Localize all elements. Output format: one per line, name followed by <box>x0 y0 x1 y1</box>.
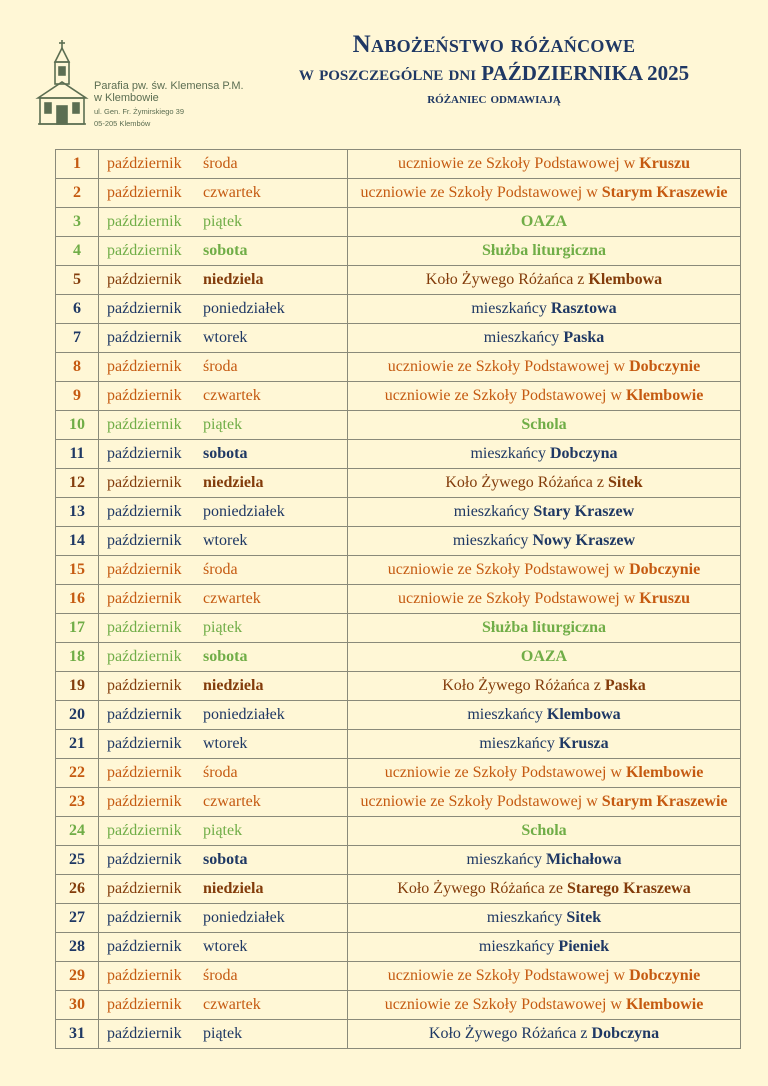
parish-name-line2: w Klembowie <box>94 92 159 104</box>
assignment-cell <box>348 1020 741 1049</box>
month-label: październik <box>107 909 182 926</box>
table-row <box>56 498 741 527</box>
assignment-prefix: mieszkańcy <box>483 329 564 346</box>
weekday-label: poniedziałek <box>203 300 285 317</box>
assignment-cell <box>348 469 741 498</box>
weekday-label: czwartek <box>203 387 261 404</box>
assignment-prefix: mieszkańcy <box>467 706 547 723</box>
row-number: 15 <box>56 556 99 585</box>
row-number: 27 <box>56 904 99 933</box>
table-row <box>56 991 741 1020</box>
assignment-prefix: Koło Żywego Różańca ze <box>397 880 568 897</box>
church-icon <box>34 38 90 128</box>
table-row <box>56 817 741 846</box>
table-row <box>56 759 741 788</box>
month-label: październik <box>107 590 182 607</box>
month-label: październik <box>107 532 182 549</box>
page-subtitle-2: różaniec odmawiają <box>427 90 561 107</box>
row-number: 10 <box>56 411 99 440</box>
assignment-group: Pieniek <box>558 938 610 955</box>
table-row <box>56 237 741 266</box>
row-number: 25 <box>56 846 99 875</box>
month-label: październik <box>107 387 182 404</box>
table-row <box>56 324 741 353</box>
weekday-label: wtorek <box>203 735 248 752</box>
row-number: 19 <box>56 672 99 701</box>
assignment-cell <box>348 701 741 730</box>
date-cell <box>99 788 348 817</box>
assignment-cell <box>348 817 741 846</box>
assignment-group: Służba liturgiczna <box>481 242 606 259</box>
date-cell <box>99 962 348 991</box>
row-number: 21 <box>56 730 99 759</box>
weekday-label: niedziela <box>203 474 264 491</box>
month-label: październik <box>107 155 182 172</box>
parish-address-line2: 05-205 Klembów <box>94 119 151 128</box>
table-row <box>56 904 741 933</box>
month-label: październik <box>107 358 182 375</box>
assignment-cell <box>348 324 741 353</box>
assignment-prefix: mieszkańcy <box>452 532 533 549</box>
assignment-cell <box>348 672 741 701</box>
assignment-cell <box>348 382 741 411</box>
row-number: 4 <box>56 237 99 266</box>
assignment-prefix: mieszkańcy <box>453 503 534 520</box>
table-row <box>56 1020 741 1049</box>
date-cell <box>99 411 348 440</box>
month-label: październik <box>107 271 182 288</box>
table-row <box>56 208 741 237</box>
month-label: październik <box>107 416 182 433</box>
weekday-label: środa <box>203 967 238 984</box>
table-row <box>56 846 741 875</box>
month-label: październik <box>107 735 182 752</box>
weekday-label: piątek <box>203 619 243 636</box>
weekday-label: niedziela <box>203 271 264 288</box>
date-cell <box>99 382 348 411</box>
date-cell <box>99 672 348 701</box>
date-cell <box>99 498 348 527</box>
month-label: październik <box>107 184 182 201</box>
month-label: październik <box>107 445 182 462</box>
weekday-label: poniedziałek <box>203 706 285 723</box>
weekday-label: środa <box>203 764 238 781</box>
row-number: 20 <box>56 701 99 730</box>
assignment-cell <box>348 585 741 614</box>
assignment-cell <box>348 788 741 817</box>
month-label: październik <box>107 851 182 868</box>
month-label: październik <box>107 242 182 259</box>
assignment-cell <box>348 266 741 295</box>
assignment-cell <box>348 846 741 875</box>
date-cell <box>99 353 348 382</box>
weekday-label: piątek <box>203 416 243 433</box>
row-number: 28 <box>56 933 99 962</box>
weekday-label: piątek <box>203 213 243 230</box>
table-row <box>56 411 741 440</box>
date-cell <box>99 556 348 585</box>
assignment-group: Klembowie <box>625 387 704 404</box>
table-row <box>56 353 741 382</box>
assignment-prefix: Koło Żywego Różańca z <box>445 474 608 491</box>
assignment-group: Dobczyna <box>591 1025 660 1042</box>
weekday-label: poniedziałek <box>203 909 285 926</box>
assignment-group: Dobczynie <box>629 967 701 984</box>
assignment-group: Paska <box>563 329 605 346</box>
month-label: październik <box>107 822 182 839</box>
table-row <box>56 962 741 991</box>
assignment-group: OAZA <box>520 213 568 230</box>
date-cell <box>99 817 348 846</box>
month-label: październik <box>107 329 182 346</box>
date-cell <box>99 179 348 208</box>
assignment-group: Starego Kraszewa <box>567 880 691 897</box>
date-cell <box>99 730 348 759</box>
row-number: 9 <box>56 382 99 411</box>
date-cell <box>99 846 348 875</box>
weekday-label: środa <box>203 155 238 172</box>
assignment-prefix: mieszkańcy <box>478 938 559 955</box>
month-label: październik <box>107 967 182 984</box>
assignment-prefix: Koło Żywego Różańca z <box>425 271 589 288</box>
month-label: październik <box>107 561 182 578</box>
assignment-prefix: uczniowie ze Szkoły Podstawowej w <box>384 387 626 404</box>
table-row <box>56 556 741 585</box>
month-label: październik <box>107 938 182 955</box>
row-number: 23 <box>56 788 99 817</box>
assignment-group: Sitek <box>566 909 602 926</box>
assignment-group: Kruszu <box>639 155 690 172</box>
schedule-table <box>55 149 741 1049</box>
month-label: październik <box>107 619 182 636</box>
date-cell <box>99 933 348 962</box>
assignment-cell <box>348 179 741 208</box>
assignment-group: OAZA <box>520 648 568 665</box>
table-row <box>56 527 741 556</box>
date-cell <box>99 759 348 788</box>
weekday-label: czwartek <box>203 590 261 607</box>
table-row <box>56 382 741 411</box>
weekday-label: środa <box>203 561 238 578</box>
assignment-group: Starym Kraszewie <box>601 793 728 810</box>
assignment-group: Stary Kraszew <box>533 503 635 520</box>
assignment-prefix: uczniowie ze Szkoły Podstawowej w <box>384 996 626 1013</box>
date-cell <box>99 1020 348 1049</box>
parish-address-line1: ul. Gen. Fr. Żymirskiego 39 <box>94 107 185 116</box>
weekday-label: niedziela <box>203 677 264 694</box>
table-row <box>56 643 741 672</box>
row-number: 26 <box>56 875 99 904</box>
date-cell <box>99 991 348 1020</box>
date-cell <box>99 150 348 179</box>
assignment-group: Schola <box>521 416 567 433</box>
assignment-prefix: uczniowie ze Szkoły Podstawowej w <box>387 358 630 375</box>
row-number: 30 <box>56 991 99 1020</box>
assignment-prefix: uczniowie ze Szkoły Podstawowej w <box>387 561 630 578</box>
table-row <box>56 179 741 208</box>
assignment-prefix: mieszkańcy <box>466 851 546 868</box>
assignment-group: Klembowa <box>546 706 621 723</box>
page-title-block <box>264 30 724 110</box>
assignment-group: Klembowa <box>588 271 663 288</box>
month-label: październik <box>107 996 182 1013</box>
weekday-label: piątek <box>203 822 243 839</box>
assignment-group: Schola <box>521 822 567 839</box>
row-number: 29 <box>56 962 99 991</box>
assignment-cell <box>348 875 741 904</box>
table-row <box>56 672 741 701</box>
month-label: październik <box>107 1025 182 1042</box>
row-number: 6 <box>56 295 99 324</box>
weekday-label: sobota <box>203 242 248 259</box>
weekday-label: czwartek <box>203 184 261 201</box>
row-number: 18 <box>56 643 99 672</box>
assignment-prefix: mieszkańcy <box>471 300 551 317</box>
weekday-label: sobota <box>203 445 248 462</box>
assignment-cell <box>348 411 741 440</box>
assignment-cell <box>348 933 741 962</box>
month-label: październik <box>107 764 182 781</box>
assignment-cell <box>348 556 741 585</box>
date-cell <box>99 440 348 469</box>
row-number: 13 <box>56 498 99 527</box>
assignment-group: Nowy Kraszew <box>532 532 636 549</box>
date-cell <box>99 701 348 730</box>
weekday-label: piątek <box>203 1025 243 1042</box>
row-number: 5 <box>56 266 99 295</box>
assignment-prefix: Koło Żywego Różańca z <box>428 1025 592 1042</box>
assignment-prefix: uczniowie ze Szkoły Podstawowej w <box>360 184 602 201</box>
date-cell <box>99 527 348 556</box>
assignment-group: Dobczynie <box>629 358 701 375</box>
date-cell <box>99 904 348 933</box>
month-label: październik <box>107 213 182 230</box>
row-number: 7 <box>56 324 99 353</box>
row-number: 31 <box>56 1020 99 1049</box>
weekday-label: wtorek <box>203 329 248 346</box>
row-number: 8 <box>56 353 99 382</box>
assignment-cell <box>348 643 741 672</box>
assignment-cell <box>348 353 741 382</box>
assignment-group: Michałowa <box>545 851 622 868</box>
assignment-group: Dobczynie <box>629 561 701 578</box>
date-cell <box>99 324 348 353</box>
date-cell <box>99 266 348 295</box>
weekday-label: sobota <box>203 648 248 665</box>
month-label: październik <box>107 880 182 897</box>
weekday-label: czwartek <box>203 793 261 810</box>
assignment-group: Paska <box>604 677 646 694</box>
assignment-cell <box>348 208 741 237</box>
assignment-prefix: uczniowie ze Szkoły Podstawowej w <box>384 764 626 781</box>
assignment-group: Rasztowa <box>550 300 617 317</box>
parish-info <box>94 80 244 128</box>
assignment-group: Dobczyna <box>549 445 618 462</box>
month-label: październik <box>107 300 182 317</box>
row-number: 17 <box>56 614 99 643</box>
table-row <box>56 440 741 469</box>
month-label: październik <box>107 503 182 520</box>
row-number: 12 <box>56 469 99 498</box>
assignment-prefix: Koło Żywego Różańca z <box>442 677 605 694</box>
weekday-label: sobota <box>203 851 248 868</box>
assignment-group: Krusza <box>558 735 609 752</box>
assignment-cell <box>348 962 741 991</box>
assignment-cell <box>348 498 741 527</box>
month-label: październik <box>107 677 182 694</box>
row-number: 1 <box>56 150 99 179</box>
date-cell <box>99 585 348 614</box>
table-row <box>56 266 741 295</box>
weekday-label: wtorek <box>203 938 248 955</box>
weekday-label: poniedziałek <box>203 503 285 520</box>
row-number: 3 <box>56 208 99 237</box>
weekday-label: czwartek <box>203 996 261 1013</box>
assignment-group: Starym Kraszewie <box>601 184 728 201</box>
table-row <box>56 730 741 759</box>
assignment-cell <box>348 614 741 643</box>
assignment-cell <box>348 730 741 759</box>
table-row <box>56 295 741 324</box>
parish-logo <box>34 38 264 128</box>
table-row <box>56 875 741 904</box>
assignment-prefix: mieszkańcy <box>470 445 550 462</box>
assignment-group: Kruszu <box>639 590 690 607</box>
row-number: 16 <box>56 585 99 614</box>
row-number: 22 <box>56 759 99 788</box>
date-cell <box>99 295 348 324</box>
row-number: 14 <box>56 527 99 556</box>
table-row <box>56 150 741 179</box>
assignment-cell <box>348 150 741 179</box>
assignment-cell <box>348 237 741 266</box>
weekday-label: niedziela <box>203 880 264 897</box>
date-cell <box>99 469 348 498</box>
table-row <box>56 585 741 614</box>
row-number: 24 <box>56 817 99 846</box>
assignment-cell <box>348 991 741 1020</box>
page-title: Nabożeństwo różańcowe <box>352 31 636 58</box>
month-label: październik <box>107 474 182 491</box>
assignment-group: Klembowie <box>625 764 704 781</box>
assignment-prefix: uczniowie ze Szkoły Podstawowej w <box>398 155 640 172</box>
month-label: październik <box>107 793 182 810</box>
assignment-cell <box>348 904 741 933</box>
weekday-label: wtorek <box>203 532 248 549</box>
month-label: październik <box>107 706 182 723</box>
parish-name-line1: Parafia pw. św. Klemensa P.M. <box>94 80 244 92</box>
assignment-group: Służba liturgiczna <box>481 619 606 636</box>
assignment-prefix: uczniowie ze Szkoły Podstawowej w <box>398 590 640 607</box>
assignment-group: Sitek <box>607 474 643 491</box>
assignment-cell <box>348 527 741 556</box>
date-cell <box>99 208 348 237</box>
row-number: 11 <box>56 440 99 469</box>
date-cell <box>99 643 348 672</box>
date-cell <box>99 237 348 266</box>
table-row <box>56 701 741 730</box>
date-cell <box>99 614 348 643</box>
table-row <box>56 788 741 817</box>
page-subtitle: w poszczególne dni PAŹDZIERNIKA 2025 <box>298 61 690 85</box>
weekday-label: środa <box>203 358 238 375</box>
assignment-prefix: uczniowie ze Szkoły Podstawowej w <box>360 793 602 810</box>
table-row <box>56 469 741 498</box>
assignment-cell <box>348 295 741 324</box>
date-cell <box>99 875 348 904</box>
table-row <box>56 933 741 962</box>
assignment-group: Klembowie <box>625 996 704 1013</box>
assignment-prefix: uczniowie ze Szkoły Podstawowej w <box>387 967 630 984</box>
month-label: październik <box>107 648 182 665</box>
assignment-prefix: mieszkańcy <box>479 735 559 752</box>
row-number: 2 <box>56 179 99 208</box>
table-row <box>56 614 741 643</box>
assignment-prefix: mieszkańcy <box>486 909 567 926</box>
assignment-cell <box>348 759 741 788</box>
assignment-cell <box>348 440 741 469</box>
